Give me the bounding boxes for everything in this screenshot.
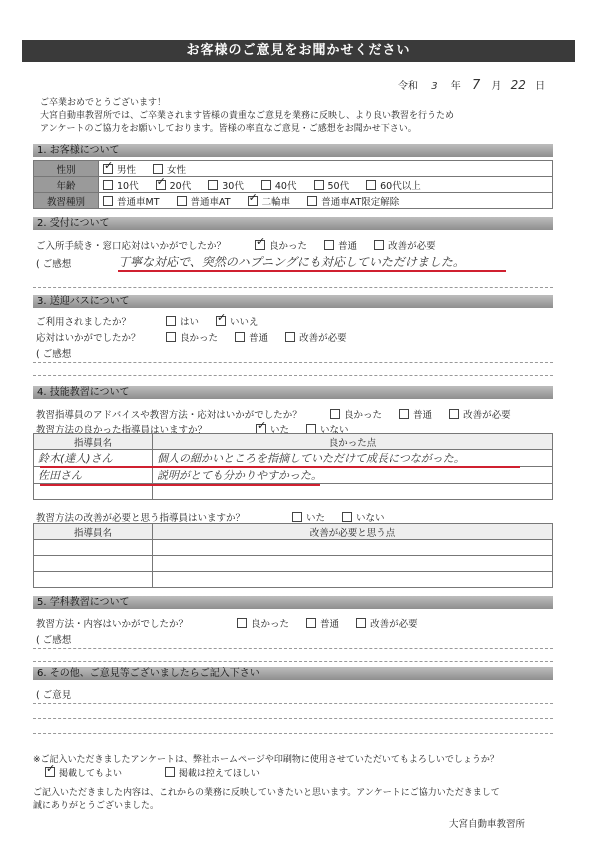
- option-label: 改善が必要: [388, 241, 436, 252]
- empty-cell[interactable]: [34, 540, 153, 556]
- option-label: 60代以上: [380, 180, 421, 192]
- intro-text: [40, 97, 454, 136]
- checkbox[interactable]: [103, 164, 113, 174]
- label-text: ご意見: [42, 690, 72, 701]
- s6-comment-label: ( ご意見: [36, 690, 72, 701]
- option[interactable]: [449, 407, 511, 421]
- checkbox[interactable]: [399, 409, 409, 419]
- checkbox[interactable]: [166, 316, 176, 326]
- consent-options: [45, 766, 274, 779]
- s5-question: 教習方法・内容はいかがでしたか？: [36, 619, 189, 630]
- option-label: 改善が必要: [370, 619, 418, 630]
- s5-comment-label: ( ご感想: [36, 635, 72, 646]
- option[interactable]: [324, 238, 357, 252]
- option-label: いた: [306, 513, 326, 524]
- option-label: はい: [180, 317, 200, 328]
- comment-line: [33, 375, 553, 376]
- checkbox[interactable]: [374, 240, 384, 250]
- intro-line: アンケートのご協力をお願いしております。皆様の率直なご意見・ご感想をお聞かせ下さい。: [40, 124, 417, 134]
- date-day-unit: 日: [535, 81, 546, 92]
- checkbox[interactable]: [235, 332, 245, 342]
- empty-cell[interactable]: [153, 540, 553, 556]
- s3-comment-label: ( ご感想: [36, 349, 72, 360]
- option-label: 良かった: [269, 241, 308, 252]
- empty-cell[interactable]: [34, 572, 153, 588]
- consent-question: ※ご記入いただきましたアンケートは、弊社ホームページや印刷物に使用させていただいてもよろしいでしょうか？: [33, 755, 499, 765]
- option-label: 普通: [320, 619, 340, 630]
- checkbox[interactable]: [285, 332, 295, 342]
- option[interactable]: [166, 314, 199, 328]
- option-label: 良かった: [344, 410, 383, 421]
- s5-options: [237, 616, 432, 630]
- option-label: 普通: [338, 241, 358, 252]
- date-month: 7: [471, 78, 481, 93]
- option-label: 改善が必要: [463, 410, 511, 421]
- date-era: 令和: [398, 81, 418, 92]
- course-option[interactable]: [103, 194, 160, 208]
- option[interactable]: [237, 616, 289, 630]
- option[interactable]: [330, 407, 382, 421]
- option[interactable]: [374, 238, 436, 252]
- checkbox[interactable]: [356, 618, 366, 628]
- header-instructor-name: 指導員名: [34, 434, 153, 450]
- option[interactable]: [255, 238, 307, 252]
- intro-line: 大宮自動車教習所では、ご卒業されます皆様の貴重なご意見を業務に反映し、より良い教習を行うため: [40, 111, 455, 121]
- course-option[interactable]: [177, 194, 231, 208]
- checkbox[interactable]: [153, 164, 163, 174]
- empty-cell[interactable]: [153, 572, 553, 588]
- checkbox[interactable]: [216, 316, 226, 326]
- course-label: 教習種別: [34, 193, 99, 209]
- age-option[interactable]: [208, 178, 244, 192]
- checkbox[interactable]: [248, 196, 258, 206]
- option-label: 普通: [249, 333, 269, 344]
- empty-cell[interactable]: [34, 556, 153, 572]
- s2-options: [255, 238, 450, 252]
- section-4-header: 4. 技能教習について: [33, 386, 553, 399]
- intro-line: ご卒業おめでとうございます！: [40, 98, 167, 108]
- option-label: 改善が必要: [299, 333, 347, 344]
- option-label: 10代: [117, 180, 139, 192]
- option-label: 普通車AT限定解除: [321, 196, 400, 208]
- header-improvement-point: 改善が必要と思う点: [153, 524, 553, 540]
- good-point-cell[interactable]: 個人の細かいところを指摘していただけて成長につながった。: [153, 450, 553, 467]
- checkbox[interactable]: [314, 180, 324, 190]
- red-underline: [40, 484, 320, 486]
- age-option[interactable]: [156, 178, 192, 192]
- comment-line: [33, 718, 553, 719]
- s2-comment-label: ( ご感想: [36, 259, 72, 270]
- comment-line: [33, 287, 553, 288]
- option-label: 50代: [327, 180, 350, 192]
- option-label: 女性: [167, 164, 187, 176]
- option-label: 普通: [413, 410, 433, 421]
- comment-line: [33, 661, 553, 662]
- checkbox[interactable]: [261, 180, 271, 190]
- date-year: 3: [431, 81, 438, 92]
- checkbox[interactable]: [324, 240, 334, 250]
- s4-q1: 教習指導員のアドバイスや教習方法・応対はいかがでしたか？: [36, 410, 302, 421]
- checkbox[interactable]: [166, 332, 176, 342]
- section-2-header: 2. 受付について: [33, 217, 553, 230]
- header-good-point: 良かった点: [153, 434, 553, 450]
- option-label: 掲載してもよい: [59, 769, 123, 779]
- red-underline: [118, 270, 506, 272]
- s3-q2-options: [166, 330, 361, 344]
- consent-allow-option[interactable]: [45, 766, 122, 779]
- date-day: 22: [510, 78, 526, 92]
- s4-q3: 教習方法の改善が必要と思う指導員はいますか？: [36, 513, 246, 524]
- option-label: 二輪車: [261, 196, 291, 208]
- option-label: 20代: [169, 180, 192, 192]
- s3-q1: ご利用されましたか？: [36, 317, 132, 328]
- s4-q1-options: [330, 407, 525, 421]
- checkbox[interactable]: [366, 180, 376, 190]
- red-underline: [40, 466, 520, 468]
- header-instructor-name: 指導員名: [34, 524, 153, 540]
- customer-info-table: [33, 160, 553, 209]
- option[interactable]: [399, 407, 432, 421]
- option[interactable]: [235, 330, 268, 344]
- option[interactable]: [216, 314, 259, 328]
- course-options: [99, 193, 553, 209]
- gender-female-option[interactable]: [153, 162, 186, 176]
- age-option[interactable]: [261, 178, 297, 192]
- checkbox[interactable]: [165, 767, 175, 777]
- form-title: お客様のご意見をお聞かせください: [22, 40, 575, 62]
- option[interactable]: [166, 330, 218, 344]
- label-text: ご感想: [42, 349, 72, 360]
- option[interactable]: [342, 510, 385, 524]
- option-label: 40代: [274, 180, 297, 192]
- option-label: 男性: [117, 164, 137, 176]
- s2-question: ご入所手続き・窓口応対はいかがでしたか？: [36, 241, 227, 252]
- s4-q3-options: [292, 510, 399, 524]
- section-6-header: 6. その他、ご意見等ございましたらご記入下さい: [33, 667, 553, 680]
- checkbox[interactable]: [255, 240, 265, 250]
- comment-line: [33, 362, 553, 363]
- option-label: いいえ: [230, 317, 259, 328]
- option[interactable]: [285, 330, 347, 344]
- age-options: [99, 177, 553, 193]
- checkbox[interactable]: [237, 618, 247, 628]
- comment-line: [33, 733, 553, 734]
- empty-cell[interactable]: [153, 556, 553, 572]
- option-label: いた: [270, 425, 290, 436]
- closing-line: ご記入いただきました内容は、これからの業務に反映していきたいと思います。アンケートにご協力いただきまして: [33, 788, 500, 798]
- closing-text: [33, 787, 500, 813]
- s2-comment[interactable]: 丁寧な対応で、突然のハプニングにも対応していただけました。: [118, 255, 465, 269]
- consent-decline-option[interactable]: [165, 766, 260, 779]
- age-option[interactable]: [314, 178, 350, 192]
- age-option[interactable]: [366, 178, 421, 192]
- signature: 大宮自動車教習所: [449, 819, 526, 830]
- checkbox[interactable]: [307, 196, 317, 206]
- label-text: ご感想: [42, 259, 72, 270]
- option-label: いない: [356, 513, 385, 524]
- comment-line: [33, 703, 553, 704]
- option-label: 掲載は控えてほしい: [178, 769, 260, 779]
- option[interactable]: [292, 510, 325, 524]
- s4-q2: 教習方法の良かった指導員はいますか？: [36, 425, 208, 436]
- checkbox[interactable]: [103, 180, 113, 190]
- option-label: 30代: [222, 180, 244, 192]
- option-label: 良かった: [251, 619, 290, 630]
- comment-line: [33, 648, 553, 649]
- date-line: [398, 77, 545, 93]
- option-label: 良かった: [180, 333, 219, 344]
- instructor-name-cell[interactable]: 佐田さん: [34, 467, 153, 484]
- section-5-header: 5. 学科教習について: [33, 596, 553, 609]
- instructor-name-cell[interactable]: 鈴木(達人)さん: [34, 450, 153, 467]
- section-3-header: 3. 送迎バスについて: [33, 295, 553, 308]
- s3-q2: 応対はいかがでしたか？: [36, 333, 141, 344]
- checkbox[interactable]: [330, 409, 340, 419]
- closing-line: 誠にありがとうございました。: [33, 801, 160, 811]
- checkbox[interactable]: [306, 618, 316, 628]
- section-1-header: 1. お客様について: [33, 144, 553, 157]
- checkbox[interactable]: [208, 180, 218, 190]
- checkbox[interactable]: [177, 196, 187, 206]
- s3-q1-options: [166, 314, 273, 328]
- gender-male-option[interactable]: [103, 162, 136, 176]
- course-option[interactable]: [307, 194, 399, 208]
- gender-label: 性別: [34, 161, 99, 177]
- label-text: ご感想: [42, 635, 72, 646]
- date-year-unit: 年: [450, 81, 461, 92]
- option-label: いない: [320, 425, 349, 436]
- checkbox[interactable]: [45, 767, 55, 777]
- gender-options: [99, 161, 553, 177]
- checkbox[interactable]: [156, 180, 166, 190]
- option[interactable]: [356, 616, 418, 630]
- good-point-cell[interactable]: 説明がとても分かりやすかった。: [153, 467, 553, 484]
- checkbox[interactable]: [103, 196, 113, 206]
- improvement-instructor-table: [33, 523, 553, 588]
- checkbox[interactable]: [292, 512, 302, 522]
- checkbox[interactable]: [342, 512, 352, 522]
- option[interactable]: [306, 616, 339, 630]
- age-label: 年齢: [34, 177, 99, 193]
- age-option[interactable]: [103, 178, 139, 192]
- option-label: 普通車AT: [190, 196, 231, 208]
- checkbox[interactable]: [449, 409, 459, 419]
- option-label: 普通車MT: [117, 196, 160, 208]
- course-option[interactable]: [248, 194, 291, 208]
- date-month-unit: 月: [491, 81, 502, 92]
